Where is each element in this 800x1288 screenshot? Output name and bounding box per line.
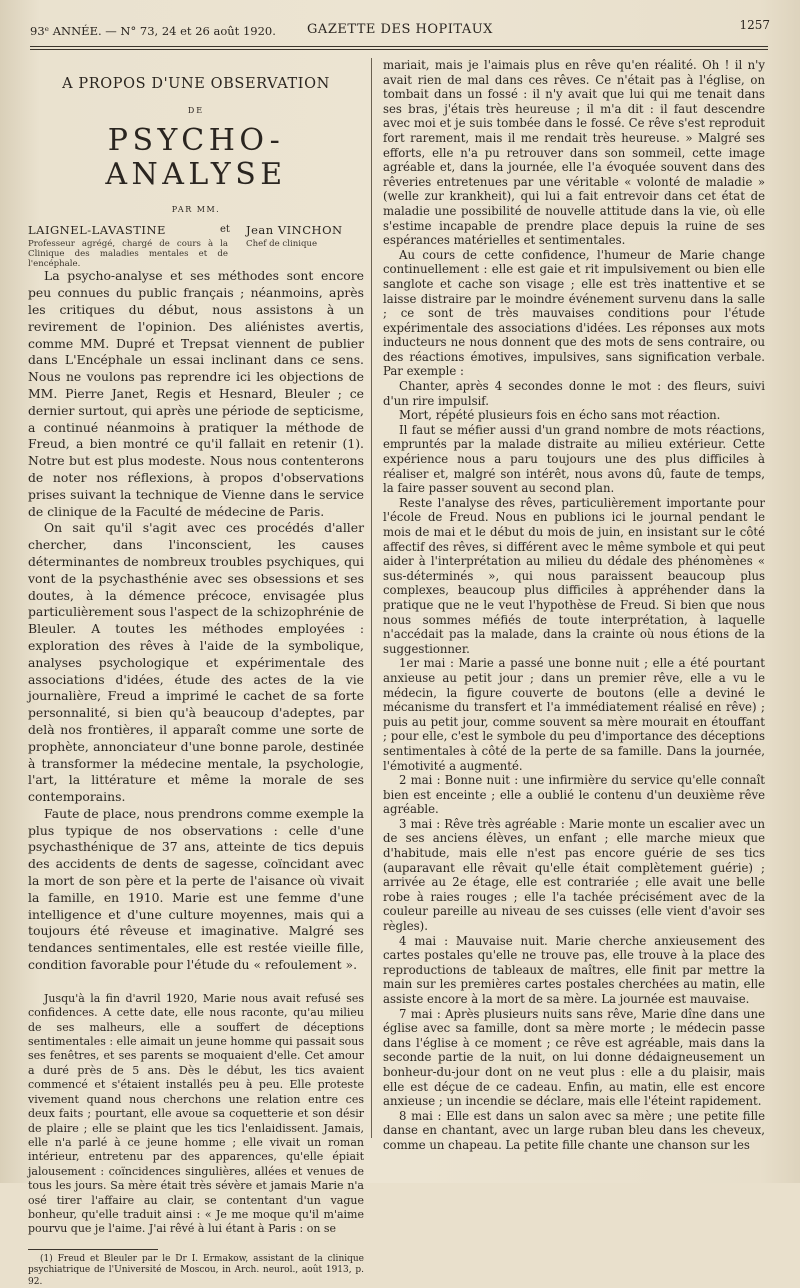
paragraph: 2 mai : Bonne nuit : une infirmière du service qu'elle connaît bien est enceinte ; elle a oublié le contenu d'un deuxième rêve agréable. bbox=[383, 773, 765, 817]
footnote-rule bbox=[28, 1249, 158, 1250]
author-2-role: Chef de clinique bbox=[246, 239, 318, 250]
paragraph: 4 mai : Mauvaise nuit. Marie cherche anxieusement des cartes postales qu'elle ne trouve pas, elle trouve à la place des reproductions de tableaux de maîtres, elle finit par mettre la main sur les premières cartes postales cherchées au matin, elle assiste encore à la mort de sa mère. La journée est mauvaise. bbox=[383, 933, 765, 1006]
paragraph: Mort, répété plusieurs fois en écho sans mot réaction. bbox=[399, 408, 721, 423]
column-divider bbox=[371, 58, 372, 1138]
left-column bbox=[28, 70, 364, 1288]
page-number: 1257 bbox=[739, 18, 770, 32]
issue-info: 93ᵉ ANNÉE. — N° 73, 24 et 26 août 1920. bbox=[30, 24, 276, 38]
paragraph: mariait, mais je l'aimais plus en rêve qu'en réalité. Oh ! il n'y avait rien de mal dans ces rêves. Ce n'était pas à l'église, on tombait dans un fossé : il n'y avait que lui qui me tenait dans ses bras, j'étais très heureuse ; il m'a dit : il faut descendre avec moi et je suis tombée dans le fossé. Ce rêve s'est reproduit fort rarement, mais il me rendait très heureuse. » Malgré ses efforts, elle n'a pu retrouver dans son sommeil, cette image agréable et, dans la journée, elle l'a évoquée souvent dans des rêveries entretenues par une véritable « volonté de maladie » (welle zur krankheit), qui lui a fait entrevoir dans cet état de maladie une possibilité de nouvelle attitude dans la vie, où elle s'estime incapable de prendre place depuis la ruine de ses espérances matérielles et sentimentales. bbox=[383, 58, 765, 248]
paragraph: La psycho-analyse et ses méthodes sont encore peu connues du public français ; néanmoins, après les critiques du début, nous assistons à un revirement de l'opinion. Des aliénistes avertis, comme MM. Dupré et Trepsat viennent de publier dans L'Encéphale un essai inclinant dans ce sens. Nous ne voulons pas reprendre ici les objections de MM. Pierre Janet, Regis et Hesnard, Bleuler ; ce dernier surtout, qui après une période de septicisme, a continué néanmoins à pratiquer la méthode de Freud, a bien montré ce qu'il fallait en retenir (1). Notre but est plus modeste. Nous nous contenterons de noter nos réflexions, à propos d'observations prises suivant la technique de Vienne dans le service de clinique de la Faculté de médecine de Paris. bbox=[28, 268, 364, 519]
paragraph: Faute de place, nous prendrons comme exemple la plus typique de nos observations : celle d'une psychasthénique de 37 ans, atteinte de tics depuis des accidents de dents de sagesse, coïncidant avec la mort de son père et la perte de l'aisance où vivait la famille, en 1910. Marie est une femme d'une intelligence et d'une culture moyennes, mais qui a toujours été rêveuse et imaginative. Malgré ses tendances sentimentales, elle est restée vieille fille, condition favorable pour l'étude du « refoulement ». bbox=[28, 805, 364, 973]
paragraph: Reste l'analyse des rêves, particulièrement importante pour l'école de Freud. Nous en publions ici le journal pendant le mois de mai et le début du mois de juin, en insistant sur le côté affectif des rêves, si différent avec le même symbole et qui peut aider à l'interprétation au milieu du dédale des phénomènes « sus-déterminés », qui nous paraissent beaucoup plus complexes, beaucoup plus difficiles à appréhender dans la pratique que ne le veut l'hypothèse de Freud. Si bien que nous nous sommes méfiés de toute interprétation, à laquelle n'accédait pas la malade, dans la crainte où nous étions de la suggestionner. bbox=[383, 495, 765, 656]
page-header bbox=[30, 18, 770, 42]
paragraph-small: Jusqu'à la fin d'avril 1920, Marie nous avait refusé ses confidences. A cette date, elle nous raconte, qu'au milieu de ses malheurs, elle a souffert de déceptions sentimentales : elle aimait un jeune homme qui passait sous ses fenêtres, et ses parents se moquaient d'elle. Cet amour a duré près de 5 ans. Dès le début, les tics avaient commencé et s'étaient installés peu à peu. Elle proteste vivement quand nous cherchons une relation entre ces deux faits ; pourtant, elle avoue sa coquetterie et son désir de plaire ; elle se plaint que les tics l'enlaidissent. Jamais, elle n'a parlé à ce jeune homme ; elle vivait un roman intérieur, entretenu par des apparences, qu'elle épiait jalousement : coïncidences singulières, allées et venues de tous les jours. Sa mère était très sévère et jamais Marie n'a osé tirer l'affaire au clair, se contentant d'un vague bonheur, qu'elle traduit ainsi : « Je me moque qu'il m'aime pourvu que je l'aime. J'ai rêvé à lui étant à Paris : on se bbox=[28, 991, 364, 1236]
author-2 bbox=[246, 222, 376, 249]
right-column bbox=[383, 58, 765, 1153]
article-title-main: PSYCHO-ANALYSE bbox=[105, 122, 287, 192]
article-title-line1: A PROPOS D'UNE OBSERVATION bbox=[62, 76, 330, 92]
author-1-name: LAIGNEL-LAVASTINE bbox=[28, 223, 166, 238]
author-conjunction: et bbox=[220, 224, 230, 236]
author-1 bbox=[28, 222, 228, 269]
paragraph: Chanter, après 4 secondes donne le mot : des fleurs, suivi d'un rire impulsif. bbox=[383, 379, 765, 408]
journal-title: GAZETTE DES HOPITAUX bbox=[307, 22, 493, 37]
header-rule bbox=[30, 46, 768, 47]
paragraph: 7 mai : Après plusieurs nuits sans rêve, Marie dîne dans une église avec sa famille, dont sa mère morte ; le médecin passe dans l'église à ce moment ; ce rêve est agréable, mais dans la seconde partie de la nuit, on lui donne dédaigneusement un bonheur-du-jour dont on ne veut plus : elle a du plaisir, mais elle est déçue de ce cadeau. Enfin, au matin, elle est encore anxieuse ; un incendie se déclare, mais elle l'éteint rapidement. bbox=[383, 1006, 765, 1109]
author-1-role: Professeur agrégé, chargé de cours à la Clinique des maladies mentales et de l'encéphale. bbox=[28, 239, 228, 270]
paragraph: 1er mai : Marie a passé une bonne nuit ; elle a été pourtant anxieuse au petit jour ; dans un premier rêve, elle a vu le médecin, la figure couverte de boutons (elle a deviné le mécanisme du transfert et l'a immédiatement réalisé en rêve) ; puis au petit jour, comme souvent sa mère mourait en étouffant ; pour elle, c'est le symbole du peu d'importance des déceptions sentimentales à côté de la perte de sa famille. Dans la journée, l'émotivité a augmenté. bbox=[383, 656, 765, 773]
footnote: (1) Freud et Bleuler par le Dr I. Ermakow, assistant de la clinique psychiatrique de l'Université de Moscou, in Arch. neurol., août 1913, p. 92. bbox=[28, 1253, 364, 1287]
article-title-de: DE bbox=[187, 105, 205, 115]
author-2-name: Jean VINCHON bbox=[246, 223, 343, 238]
paragraph: 3 mai : Rêve très agréable : Marie monte un escalier avec un de ses anciens élèves, un enfant ; elle marche mieux que d'habitude, mais elle n'est pas encore guérie de ses tics (auparavant elle rêvait qu'elle était complètement guérie) ; arrivée au 2e étage, elle est contrariée ; elle avait une belle robe à raies rouges ; elle l'a tachée précisément avec de la couleur pareille au niveau de ses cuisses (elle vient d'avoir ses règles). bbox=[383, 816, 765, 934]
paragraph: Au cours de cette confidence, l'humeur de Marie change continuellement : elle est gaie et rit impulsivement ou bien elle sanglote et cache son visage ; elle est très inattentive et se laisse distraire par le moindre événement survenu dans la salle ; ce sont de très mauvaises conditions pour l'étude expérimentale des associations d'idées. Les réponses aux mots inducteurs ne nous donnent que des mots de sens contraire, ou des réactions émotives, impulsives, sans signification verbale. Par exemple : bbox=[383, 247, 765, 379]
paragraph: 8 mai : Elle est dans un salon avec sa mère ; une petite fille danse en chantant, avec un large ruban bleu dans les cheveux, comme un chapeau. La petite fille chante une chanson sur les bbox=[383, 1108, 765, 1152]
byline-intro: PAR MM. bbox=[171, 204, 221, 214]
paragraph: On sait qu'il s'agit avec ces procédés d'aller chercher, dans l'inconscient, les causes déterminantes de nombreux troubles psychiques, qui vont de la psychasthénie avec ses obsessions et ses doutes, à la démence précoce, envisagée plus particulièrement sous l'aspect de la schizophrénie de Bleuler. A toutes les méthodes employées : exploration des rêves à l'aide de la symbolique, analyses psychologique et expérimentale des associations d'idées, étude des actes de la vie journalière, Freud a imprimé le cachet de sa forte personnalité, si bien qu'à beaucoup d'adeptes, par delà nos frontières, il apparaît comme une sorte de prophète, annonciateur d'une bonne parole, destinée à transformer la médecine mentale, la psychologie, l'art, la littérature et même la morale de ses contemporains. bbox=[28, 520, 364, 805]
header-rule-2 bbox=[30, 49, 768, 50]
authors bbox=[28, 222, 364, 268]
paragraph: Il faut se méfier aussi d'un grand nombre de mots réactions, empruntés par la malade distraite au milieu extérieur. Cette expérience nous a paru toujours une des plus difficiles à réaliser et, malgré son intérêt, nous avons dû, faute de temps, la faire passer souvent au second plan. bbox=[383, 422, 765, 496]
